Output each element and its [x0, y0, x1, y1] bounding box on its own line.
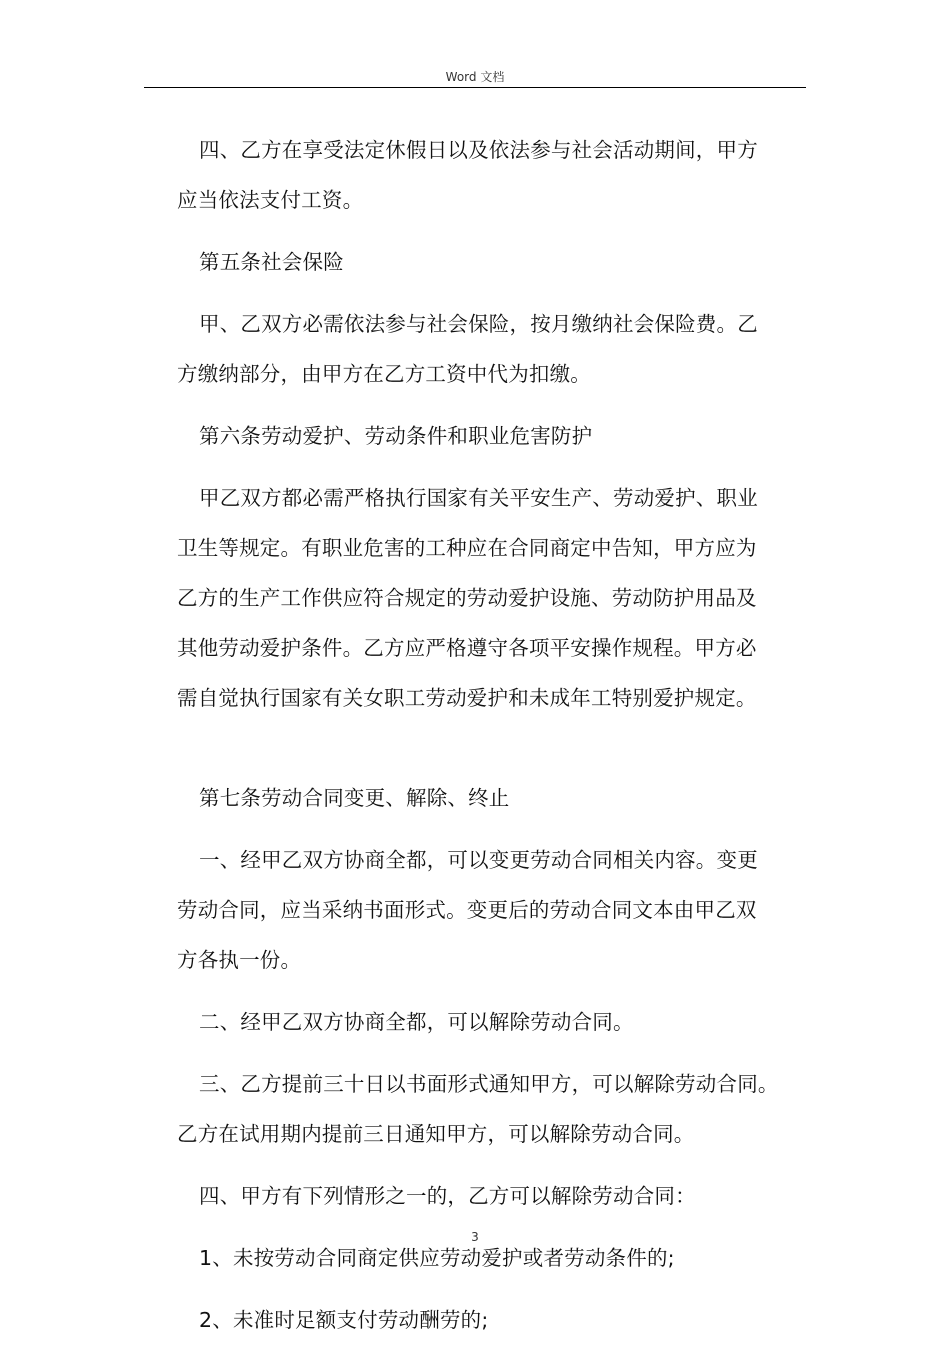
paragraph-line: 应当依法支付工资。 — [177, 188, 364, 212]
paragraph — [177, 237, 817, 287]
paragraph-line: 劳动合同，应当采纳书面形式。变更后的劳动合同文本由甲乙双 — [177, 898, 757, 922]
page-number: 3 — [471, 1230, 479, 1244]
document-body — [177, 125, 817, 1357]
paragraph — [177, 997, 817, 1047]
paragraph — [177, 1295, 817, 1345]
paragraph-line: 卫生等规定。有职业危害的工种应在合同商定中告知，甲方应为 — [177, 536, 757, 560]
header-rule — [144, 87, 806, 88]
paragraph — [177, 1059, 817, 1159]
paragraph — [177, 473, 817, 723]
page-header: Word 文档 — [445, 70, 505, 84]
paragraph-line: 其他劳动爱护条件。乙方应严格遵守各项平安操作规程。甲方必 — [177, 636, 757, 660]
paragraph-line: 第五条社会保险 — [199, 250, 344, 274]
paragraph-line: 需自觉执行国家有关女职工劳动爱护和未成年工特别爱护规定。 — [177, 686, 757, 710]
paragraph-line: 二、经甲乙双方协商全都，可以解除劳动合同。 — [199, 1010, 634, 1034]
paragraph — [177, 1171, 817, 1221]
paragraph-line: 四、甲方有下列情形之一的，乙方可以解除劳动合同： — [199, 1184, 696, 1208]
paragraph-line: 第六条劳动爱护、劳动条件和职业危害防护 — [199, 424, 593, 448]
paragraph — [177, 299, 817, 399]
paragraph — [177, 773, 817, 823]
paragraph-spacer — [177, 735, 817, 773]
paragraph-line: 方各执一份。 — [177, 948, 302, 972]
paragraph — [177, 125, 817, 225]
paragraph-line: 方缴纳部分，由甲方在乙方工资中代为扣缴。 — [177, 362, 591, 386]
paragraph-line: 2、未准时足额支付劳动酬劳的; — [199, 1308, 489, 1332]
paragraph-line: 甲、乙双方必需依法参与社会保险，按月缴纳社会保险费。乙 — [199, 312, 758, 336]
paragraph-line: 甲乙双方都必需严格执行国家有关平安生产、劳动爱护、职业 — [199, 486, 758, 510]
paragraph-line: 第七条劳动合同变更、解除、终止 — [199, 786, 510, 810]
paragraph — [177, 835, 817, 985]
paragraph-line: 四、乙方在享受法定休假日以及依法参与社会活动期间，甲方 — [199, 138, 758, 162]
paragraph — [177, 411, 817, 461]
paragraph-line: 1、未按劳动合同商定供应劳动爱护或者劳动条件的; — [199, 1246, 675, 1270]
paragraph-line: 乙方在试用期内提前三日通知甲方，可以解除劳动合同。 — [177, 1122, 695, 1146]
paragraph-line: 一、经甲乙双方协商全都，可以变更劳动合同相关内容。变更 — [199, 848, 758, 872]
paragraph-line: 乙方的生产工作供应符合规定的劳动爱护设施、劳动防护用品及 — [177, 586, 757, 610]
paragraph-line: 三、乙方提前三十日以书面形式通知甲方，可以解除劳动合同。 — [199, 1072, 779, 1096]
